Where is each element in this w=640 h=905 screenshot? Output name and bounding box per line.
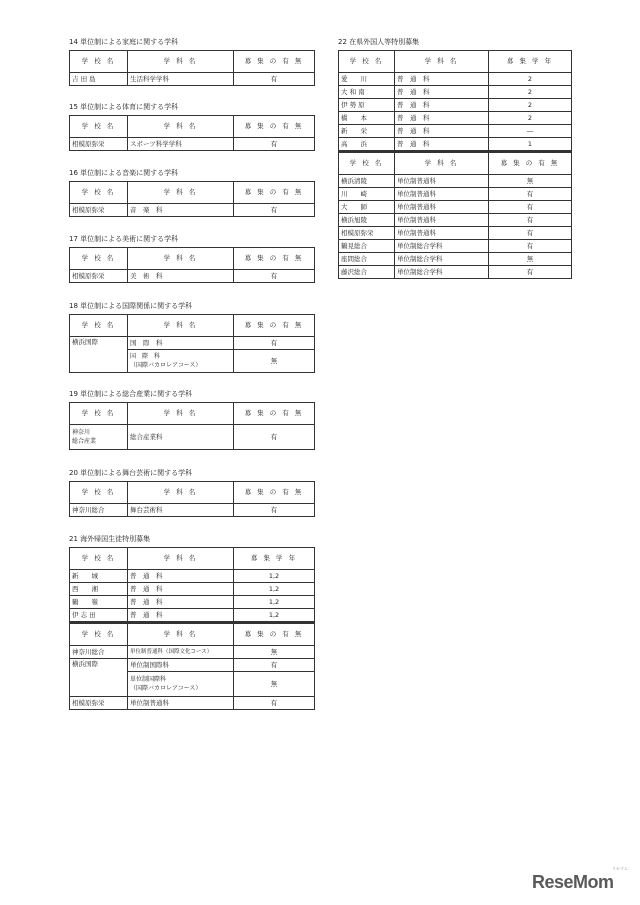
section-17 xyxy=(69,235,315,283)
dept-cell: 単位制総合学科 xyxy=(395,253,489,266)
table-16 xyxy=(69,181,315,217)
school-cell: 新 栄 xyxy=(339,125,395,138)
value-cell: 無 xyxy=(234,350,315,373)
header-avail: 募 集 の 有 無 xyxy=(234,248,315,270)
header-avail: 募 集 の 有 無 xyxy=(234,182,315,204)
dept-cell: 単位制総合学科 xyxy=(395,266,489,279)
school-cell: 新 城 xyxy=(70,570,128,583)
section-19 xyxy=(69,390,315,450)
dept-cell: 単位制普通科 xyxy=(128,697,234,710)
header-dept: 学 科 名 xyxy=(128,548,234,570)
resemom-logo: ReseMom xyxy=(532,872,614,892)
section-title: 18 単位制による国際関係に関する学科 xyxy=(69,302,193,310)
school-cell: 吉 田 島 xyxy=(70,73,128,86)
school-cell: 大 師 xyxy=(339,201,395,214)
table-row xyxy=(70,646,315,659)
header-school: 学 校 名 xyxy=(70,482,128,504)
dept-cell: 普 通 科 xyxy=(395,112,489,125)
header-school: 学 校 名 xyxy=(70,116,128,138)
value-cell: 1,2 xyxy=(234,609,315,622)
value-cell: 2 xyxy=(489,86,572,99)
value-cell: 無 xyxy=(489,175,572,188)
table-row xyxy=(70,425,315,450)
header-avail: 募 集 の 有 無 xyxy=(234,51,315,73)
section-title: 21 海外帰国生徒特別募集 xyxy=(69,535,151,543)
header-avail: 募 集 の 有 無 xyxy=(234,315,315,337)
dept-cell: 単位制普通科 xyxy=(395,201,489,214)
school-cell: 横浜清陵 xyxy=(339,175,395,188)
dept-cell: 舞台芸術科 xyxy=(128,504,234,517)
dept-cell: 普 通 科 xyxy=(395,125,489,138)
school-cell: 相模原弥栄 xyxy=(70,697,128,710)
section-title: 20 単位制による舞台芸術に関する学科 xyxy=(69,469,193,477)
value-cell: 1,2 xyxy=(234,596,315,609)
table-row xyxy=(339,253,572,266)
table-row xyxy=(339,175,572,188)
table-15 xyxy=(69,115,315,151)
dept-cell: 普 通 科 xyxy=(128,596,234,609)
table-row xyxy=(339,138,572,151)
table-row xyxy=(70,609,315,622)
section-15 xyxy=(69,103,315,151)
dept-cell: 普 通 科 xyxy=(128,609,234,622)
value-cell: 有 xyxy=(234,697,315,710)
section-title: 16 単位制による音楽に関する学科 xyxy=(69,169,179,177)
header-avail: 募 集 の 有 無 xyxy=(489,152,572,175)
school-line1: 神奈川 xyxy=(72,429,91,436)
section-20 xyxy=(69,469,315,517)
school-cell: 相模原弥栄 xyxy=(339,227,395,240)
value-cell: 1,2 xyxy=(234,583,315,596)
dept-cell: 単位制普通科 xyxy=(395,188,489,201)
dept-cell: 普 通 科 xyxy=(128,583,234,596)
school-cell: 横浜国際 xyxy=(70,659,128,697)
value-cell: 1,2 xyxy=(234,570,315,583)
value-cell: 有 xyxy=(234,204,315,217)
dept-cell: 単位制国際科 xyxy=(128,659,234,672)
table-row xyxy=(339,99,572,112)
section-22 xyxy=(338,38,572,279)
header-school: 学 校 名 xyxy=(70,315,128,337)
header-avail: 募 集 の 有 無 xyxy=(234,623,315,646)
table-14 xyxy=(69,50,315,86)
table-row xyxy=(339,125,572,138)
section-title: 22 在県外国人等特別募集 xyxy=(338,38,420,46)
table-row xyxy=(70,504,315,517)
header-school: 学 校 名 xyxy=(70,548,128,570)
school-cell: 鶴見総合 xyxy=(339,240,395,253)
school-cell: 橋 本 xyxy=(339,112,395,125)
section-14 xyxy=(69,38,315,86)
table-row xyxy=(70,138,315,151)
table-18 xyxy=(69,314,315,373)
dept-sub: （国際バカロレアコース） xyxy=(130,685,202,692)
header-avail: 募 集 の 有 無 xyxy=(234,116,315,138)
table-row xyxy=(70,697,315,710)
value-cell: 無 xyxy=(489,253,572,266)
dept-cell: 普 通 科 xyxy=(395,99,489,112)
value-cell: ― xyxy=(489,125,572,138)
header-dept: 学 科 名 xyxy=(128,182,234,204)
header-grade: 募 集 学 年 xyxy=(234,548,315,570)
table-row xyxy=(339,112,572,125)
watermark-small-text: リセマム xyxy=(612,866,628,871)
table-row xyxy=(70,337,315,350)
section-21 xyxy=(69,535,315,710)
header-dept: 学 科 名 xyxy=(128,51,234,73)
value-cell: 有 xyxy=(234,504,315,517)
header-school: 学 校 名 xyxy=(70,403,128,425)
dept-cell: 総合産業科 xyxy=(128,425,234,450)
value-cell: 有 xyxy=(234,425,315,450)
header-school: 学 校 名 xyxy=(70,248,128,270)
table-row xyxy=(339,188,572,201)
section-18 xyxy=(69,302,315,373)
value-cell: 有 xyxy=(489,227,572,240)
school-cell: 神奈川総合 xyxy=(70,504,128,517)
value-cell: 有 xyxy=(234,337,315,350)
header-dept: 学 科 名 xyxy=(128,623,234,646)
header-dept: 学 科 名 xyxy=(128,482,234,504)
dept-cell: スポーツ科学学科 xyxy=(128,138,234,151)
school-cell: 横浜国際 xyxy=(70,337,128,373)
school-cell: 伊 勢 原 xyxy=(339,99,395,112)
header-school: 学 校 名 xyxy=(70,623,128,646)
section-title: 19 単位制による総合産業に関する学科 xyxy=(69,390,193,398)
section-title: 14 単位制による家庭に関する学科 xyxy=(69,38,179,46)
dept-cell: 普 通 科 xyxy=(395,138,489,151)
table-row xyxy=(70,583,315,596)
dept-cell: 国 際 科 xyxy=(128,337,234,350)
header-avail: 募 集 の 有 無 xyxy=(234,403,315,425)
table-row xyxy=(339,201,572,214)
dept-sub: （国際バカロレアコース） xyxy=(130,362,202,369)
school-cell xyxy=(70,425,128,450)
header-avail: 募 集 の 有 無 xyxy=(234,482,315,504)
table-22b xyxy=(338,151,572,279)
dept-cell: 美 術 科 xyxy=(128,270,234,283)
school-cell: 座間総合 xyxy=(339,253,395,266)
value-cell: 無 xyxy=(234,672,315,697)
section-title: 15 単位制による体育に関する学科 xyxy=(69,103,179,111)
table-22a xyxy=(338,50,572,151)
value-cell: 2 xyxy=(489,99,572,112)
header-grade: 募 集 学 年 xyxy=(489,51,572,73)
value-cell: 有 xyxy=(489,188,572,201)
dept-cell xyxy=(128,350,234,373)
school-cell: 神奈川総合 xyxy=(70,646,128,659)
table-row xyxy=(70,204,315,217)
dept-cell: 音 楽 科 xyxy=(128,204,234,217)
table-20 xyxy=(69,481,315,517)
school-cell: 横浜旭陵 xyxy=(339,214,395,227)
section-16 xyxy=(69,169,315,217)
table-row xyxy=(70,659,315,672)
school-cell: 鶴 嶺 xyxy=(70,596,128,609)
header-dept: 学 科 名 xyxy=(128,116,234,138)
table-row xyxy=(339,73,572,86)
dept-cell: 単位制普通科（国際文化コース） xyxy=(128,646,234,659)
header-school: 学 校 名 xyxy=(339,51,395,73)
header-dept: 学 科 名 xyxy=(128,403,234,425)
school-cell: 相模原弥栄 xyxy=(70,270,128,283)
dept-cell: 普 通 科 xyxy=(395,73,489,86)
header-dept: 学 科 名 xyxy=(395,51,489,73)
school-cell: 川 崎 xyxy=(339,188,395,201)
school-cell: 藤沢総合 xyxy=(339,266,395,279)
table-row xyxy=(70,596,315,609)
value-cell: 有 xyxy=(234,73,315,86)
value-cell: 有 xyxy=(489,266,572,279)
dept-cell: 普 通 科 xyxy=(395,86,489,99)
dept-cell: 単位制普通科 xyxy=(395,227,489,240)
school-cell: 大 和 南 xyxy=(339,86,395,99)
school-cell: 西 湘 xyxy=(70,583,128,596)
school-line2: 総合産業 xyxy=(72,438,97,445)
value-cell: 有 xyxy=(234,138,315,151)
value-cell: 有 xyxy=(489,201,572,214)
school-cell: 高 浜 xyxy=(339,138,395,151)
table-row xyxy=(339,266,572,279)
school-cell: 伊 志 田 xyxy=(70,609,128,622)
value-cell: 1 xyxy=(489,138,572,151)
value-cell: 有 xyxy=(489,240,572,253)
header-school: 学 校 名 xyxy=(70,182,128,204)
header-school: 学 校 名 xyxy=(70,51,128,73)
school-cell: 愛 川 xyxy=(339,73,395,86)
dept-cell xyxy=(128,672,234,697)
section-title: 17 単位制による美術に関する学科 xyxy=(69,235,179,243)
table-21b xyxy=(69,622,315,710)
table-row xyxy=(70,73,315,86)
header-dept: 学 科 名 xyxy=(395,152,489,175)
table-17 xyxy=(69,247,315,283)
dept-name: 単位制国際科 xyxy=(130,676,167,683)
school-cell: 相模原弥栄 xyxy=(70,138,128,151)
table-row xyxy=(339,214,572,227)
value-cell: 有 xyxy=(489,214,572,227)
dept-cell: 生活科学学科 xyxy=(128,73,234,86)
school-cell: 相模原弥栄 xyxy=(70,204,128,217)
value-cell: 無 xyxy=(234,646,315,659)
dept-name: 国 際 科 xyxy=(130,353,161,360)
table-row xyxy=(70,570,315,583)
dept-cell: 単位制総合学科 xyxy=(395,240,489,253)
table-row xyxy=(339,86,572,99)
header-dept: 学 科 名 xyxy=(128,248,234,270)
dept-cell: 単位制普通科 xyxy=(395,175,489,188)
table-19 xyxy=(69,402,315,450)
table-21a xyxy=(69,547,315,622)
value-cell: 有 xyxy=(234,659,315,672)
table-row xyxy=(339,227,572,240)
value-cell: 2 xyxy=(489,73,572,86)
value-cell: 有 xyxy=(234,270,315,283)
table-row xyxy=(70,270,315,283)
value-cell: 2 xyxy=(489,112,572,125)
header-school: 学 校 名 xyxy=(339,152,395,175)
dept-cell: 単位制普通科 xyxy=(395,214,489,227)
dept-cell: 普 通 科 xyxy=(128,570,234,583)
table-row xyxy=(339,240,572,253)
header-dept: 学 科 名 xyxy=(128,315,234,337)
